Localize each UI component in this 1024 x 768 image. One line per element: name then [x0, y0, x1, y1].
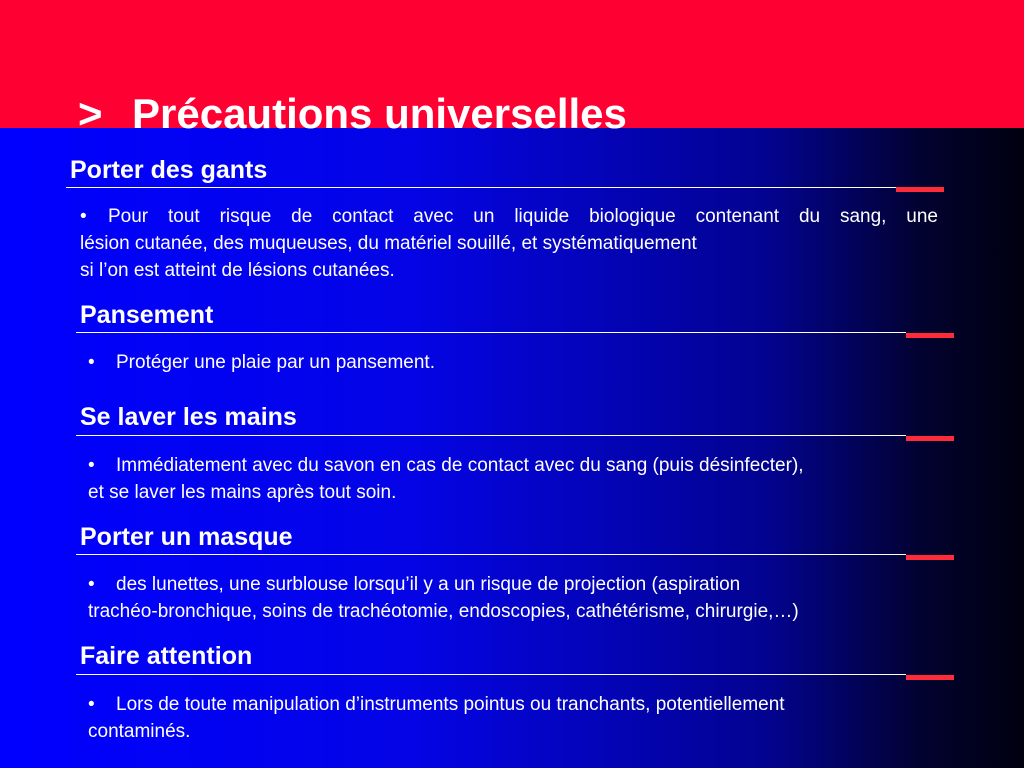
section-divider: [76, 435, 906, 436]
bullet-icon: •: [88, 574, 95, 595]
body-line: trachéo-bronchique, soins de trachéotomie, endoscopies, cathétérisme, chirurgie,…): [88, 601, 799, 622]
slide-title: [78, 86, 627, 142]
section-heading-caution: Faire attention: [80, 642, 253, 670]
chevron-right-icon: >: [78, 90, 103, 137]
bullet-icon: •: [88, 694, 95, 715]
section-heading-dressing: Pansement: [80, 301, 214, 329]
section-heading-gloves: Porter des gants: [70, 156, 268, 184]
divider-accent: [906, 555, 954, 560]
divider-accent: [906, 436, 954, 441]
body-line: lésion cutanée, des muqueuses, du matériel souillé, et systématiquement: [80, 233, 697, 254]
section-heading-mask: Porter un masque: [80, 523, 293, 551]
section-body-dressing: [88, 349, 938, 376]
section-body-caution: [88, 691, 948, 745]
section-divider: [76, 332, 906, 333]
body-line: et se laver les mains après tout soin.: [88, 482, 397, 503]
divider-accent: [906, 675, 954, 680]
section-divider: [66, 187, 896, 188]
body-line: • des lunettes, une surblouse lorsqu’il y a un risque de projection (aspiration: [88, 571, 948, 598]
section-body-mask: [88, 571, 948, 625]
body-line: contaminés.: [88, 721, 191, 742]
bullet-icon: •: [80, 206, 87, 227]
body-line: si l’on est atteint de lésions cutanées.: [80, 260, 395, 281]
body-line: • Protéger une plaie par un pansement.: [88, 349, 938, 376]
body-line: • Pour tout risque de contact avec un liquide biologique contenant du sang, une: [80, 203, 938, 230]
section-body-handwash: [88, 452, 948, 506]
section-body-gloves: [80, 203, 938, 284]
section-heading-handwash: Se laver les mains: [80, 403, 297, 431]
divider-accent: [896, 187, 944, 192]
body-line: • Lors de toute manipulation d’instruments pointus ou tranchants, potentiellement: [88, 691, 948, 718]
bullet-icon: •: [88, 455, 95, 476]
section-divider: [76, 674, 906, 675]
bullet-icon: •: [88, 352, 95, 373]
section-divider: [76, 554, 906, 555]
divider-accent: [906, 333, 954, 338]
body-line: • Immédiatement avec du savon en cas de contact avec du sang (puis désinfecter),: [88, 452, 948, 479]
slide-title-text: Précautions universelles: [132, 90, 627, 137]
